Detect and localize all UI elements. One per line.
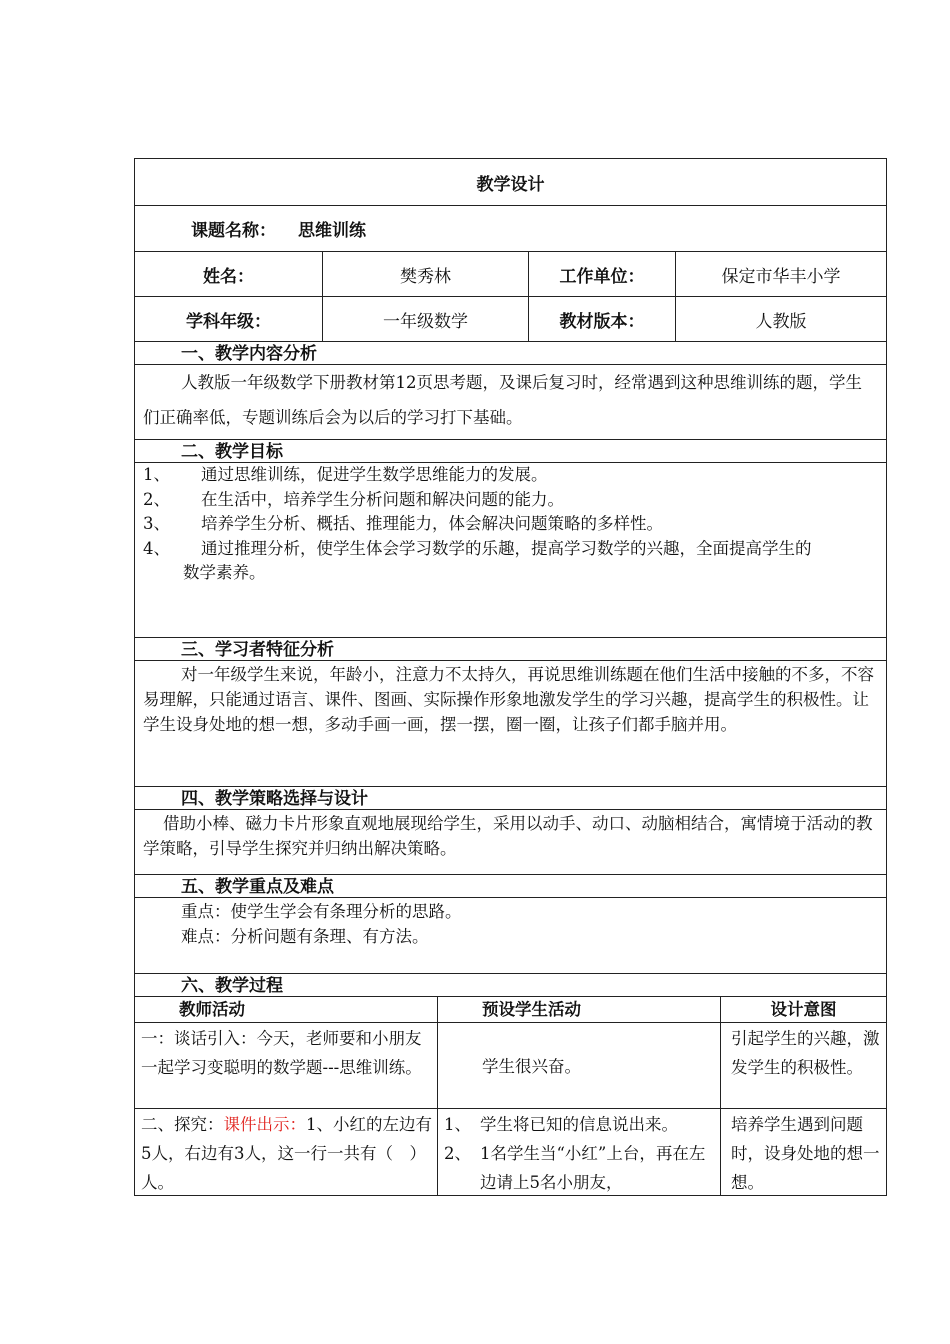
process-header-row	[134, 996, 887, 1022]
section-heading-process: 六、教学过程	[134, 973, 887, 996]
student-activity	[438, 1109, 721, 1195]
info-row-name	[134, 251, 887, 296]
section-body-learner-analysis: 对一年级学生来说，年龄小，注意力不太持久，再说思维训练题在他们生活中接触的不多，不容易理解，只能通过语言、课件、图画、实际操作形象地激发学生的学习兴趣，提高学生的积极性。让学生设身处地的想一想，多动手画一画，摆一摆，圈一圈，让孩子们都手脑并用。	[134, 660, 887, 786]
goal-item: 4、 通过推理分析，使学生体会学习数学的乐趣，提高学习数学的兴趣，全面提高学生的	[143, 538, 812, 558]
doc-title: 教学设计	[134, 158, 887, 205]
subject-label: 学科年级：	[135, 297, 323, 341]
subject-value: 一年级数学	[323, 297, 529, 341]
design-intent: 培养学生遇到问题时，设身处地的想一想。	[731, 1115, 880, 1192]
process-row	[134, 1022, 887, 1108]
section-heading-key-points: 五、教学重点及难点	[134, 874, 887, 897]
workplace-value: 保定市华丰小学	[721, 266, 841, 287]
section-body-content-analysis: 人教版一年级数学下册教材第12页思考题，及课后复习时，经常遇到这种思维训练的题，学生们正确率低，专题训练后会为以后的学习打下基础。	[134, 364, 887, 439]
process-row	[134, 1108, 887, 1196]
goal-item: 3、 培养学生分析、概括、推理能力，体会解决问题策略的多样性。	[143, 514, 663, 533]
section-body-strategy: 借助小棒、磁力卡片形象直观地展现给学生，采用以动手、动口、动脑相结合，寓情境于活动的教学策略，引导学生探究并归纳出解决策略。	[134, 809, 887, 874]
section-body-goals	[134, 462, 887, 637]
goal-tail: 数学素养。	[183, 563, 266, 582]
course-value: 思维训练	[298, 221, 366, 241]
student-step: 2、 1名学生当“小红”上台，再在左边请上5名小朋友，	[444, 1144, 706, 1192]
section-heading-learner-analysis: 三、学习者特征分析	[134, 637, 887, 660]
section-heading-strategy: 四、教学策略选择与设计	[134, 786, 887, 809]
name-label: 姓名：	[135, 252, 323, 296]
course-label: 课题名称：	[191, 221, 276, 241]
col-teacher: 教师活动	[135, 997, 438, 1022]
goal-item: 1、 通过思维训练，促进学生数学思维能力的发展。	[143, 465, 548, 484]
section-heading-content-analysis: 一、教学内容分析	[134, 341, 887, 364]
goal-item: 2、 在生活中，培养学生分析问题和解决问题的能力。	[143, 489, 564, 509]
workplace-label: 工作单位：	[529, 252, 676, 296]
teacher-activity: 一：谈话引入：今天，老师要和小朋友一起学习变聪明的数学题---思维训练。	[135, 1023, 438, 1108]
col-student: 预设学生活动	[438, 997, 721, 1022]
teacher-activity: 二、探究：课件出示：1、小红的左边有5人，右边有3人，这一行一共有（ ）人。	[135, 1109, 438, 1195]
design-intent: 引起学生的兴趣，激发学生的积极性。	[731, 1029, 880, 1077]
student-step: 1、 学生将已知的信息说出来。	[444, 1115, 678, 1134]
student-activity: 学生很兴奋。	[438, 1023, 721, 1108]
key-point: 重点：使学生学会有条理分析的思路。	[181, 902, 462, 921]
edition-label: 教材版本：	[529, 297, 676, 341]
info-row-subject	[134, 296, 887, 341]
courseware-label: 课件出示：	[223, 1115, 306, 1134]
section-heading-goals: 二、教学目标	[134, 439, 887, 462]
name-value: 樊秀林	[323, 252, 529, 296]
section-body-key-points	[134, 897, 887, 973]
difficult-point: 难点：分析问题有条理、有方法。	[181, 927, 429, 946]
lesson-plan-table	[134, 158, 887, 1196]
edition-value: 人教版	[755, 311, 807, 332]
course-row	[134, 205, 887, 251]
col-intent: 设计意图	[770, 1000, 837, 1019]
